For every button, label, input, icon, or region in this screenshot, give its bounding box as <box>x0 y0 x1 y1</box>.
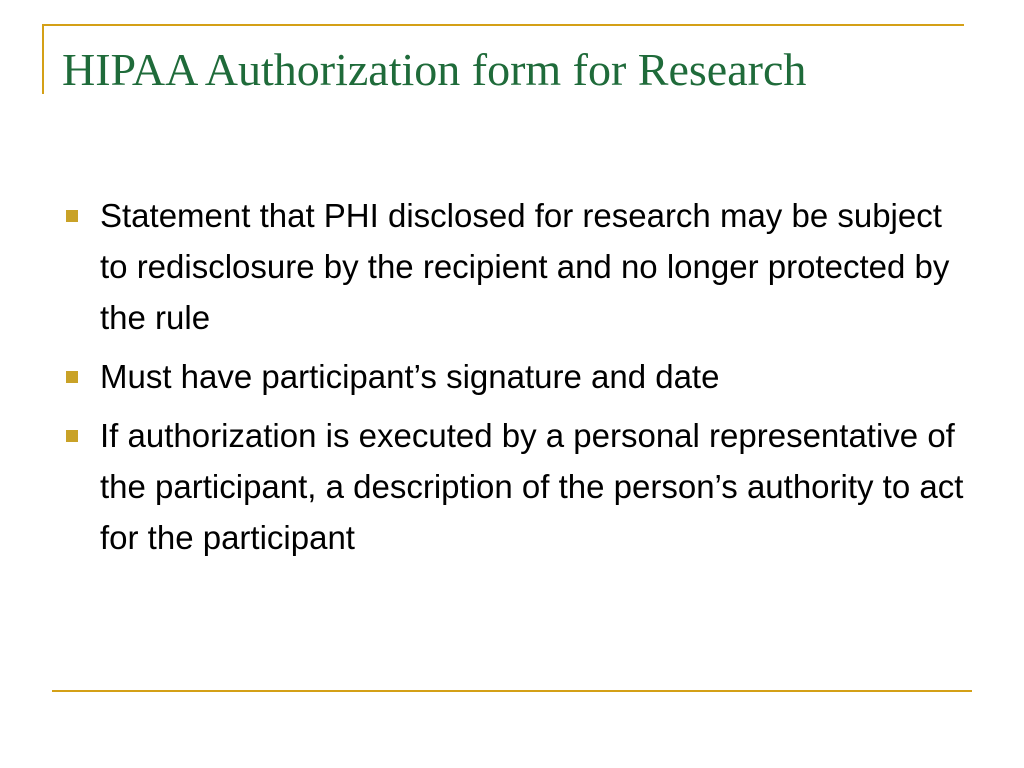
title-frame-left-rule <box>42 24 44 94</box>
square-bullet-icon <box>66 371 78 383</box>
title-frame-top-rule <box>42 24 964 26</box>
bullet-text: Statement that PHI disclosed for research may be subject to redisclosure by the recipient and no longer protected by the rule <box>100 197 950 336</box>
footer-rule <box>52 690 972 692</box>
square-bullet-icon <box>66 210 78 222</box>
square-bullet-icon <box>66 430 78 442</box>
bullet-text: Must have participant’s signature and date <box>100 358 720 395</box>
bullet-item-1 <box>58 190 978 343</box>
bullet-text: If authorization is executed by a personal representative of the participant, a description of the person’s authority to act for the participant <box>100 417 964 556</box>
bullet-item-3 <box>58 410 978 563</box>
bullet-list <box>58 190 978 571</box>
slide-title: HIPAA Authorization form for Research <box>62 44 807 95</box>
bullet-item-2 <box>58 351 978 402</box>
